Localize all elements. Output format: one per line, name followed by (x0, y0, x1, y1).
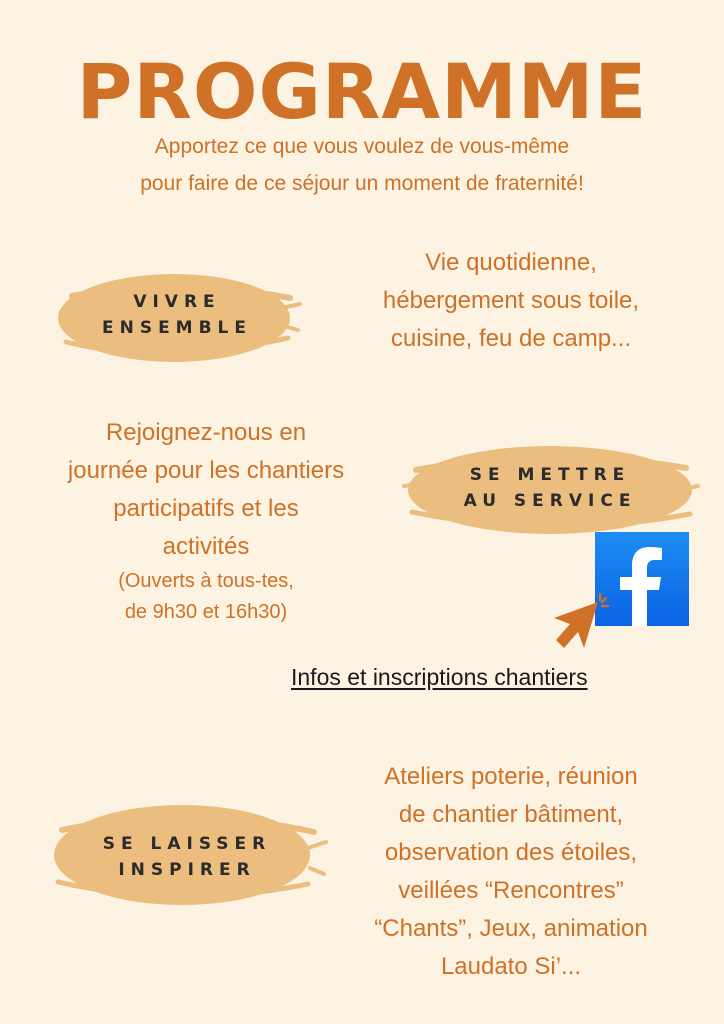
badge-label (46, 831, 328, 883)
section-text-se-mettre-au-service (12, 414, 400, 628)
badge-se-laisser-inspirer (46, 798, 328, 912)
text-line: participatifs et les (113, 495, 299, 522)
note-line: de 9h30 et 16h30) (124, 601, 288, 623)
badge-line: SE METTRE (469, 465, 631, 485)
text-line: Ateliers poterie, réunion (384, 763, 638, 790)
text-line: journée pour les chantiers (67, 457, 345, 484)
note-line: (Ouverts à tous-tes, (118, 570, 294, 592)
section-text-vivre-ensemble (318, 244, 704, 358)
badge-line: INSPIRER (118, 860, 256, 880)
text-line: de chantier bâtiment, (398, 801, 624, 828)
text-line: cuisine, feu de camp... (390, 325, 632, 352)
pointer-cursor-icon (548, 592, 610, 659)
badge-se-mettre-au-service (400, 440, 700, 540)
text-line: “Chants”, Jeux, animation (374, 915, 648, 942)
section-text-se-laisser-inspirer (318, 758, 704, 986)
badge-label (400, 462, 700, 514)
badge-line: SE LAISSER (102, 834, 272, 854)
badge-line: VIVRE (133, 292, 221, 312)
text-line: hébergement sous toile, (382, 287, 640, 314)
infos-inscriptions-link[interactable]: Infos et inscriptions chantiers (291, 664, 588, 690)
text-line: Vie quotidienne, (425, 249, 597, 276)
subtitle-line: Apportez ce que vous voulez de vous-même (154, 135, 570, 158)
text-line: Laudato Si’... (440, 953, 582, 980)
badge-line: AU SERVICE (463, 491, 637, 511)
text-line: Rejoignez-nous en (105, 419, 307, 446)
text-line: observation des étoiles, (384, 839, 638, 866)
text-line: activités (162, 533, 250, 560)
badge-line: ENSEMBLE (101, 318, 253, 338)
badge-vivre-ensemble (52, 268, 302, 368)
page-title: PROGRAMME (76, 47, 648, 136)
badge-label (52, 289, 302, 341)
subtitle-line: pour faire de ce séjour un moment de fraternité! (140, 172, 584, 195)
subtitle (0, 128, 724, 202)
text-line: veillées “Rencontres” (398, 877, 624, 904)
